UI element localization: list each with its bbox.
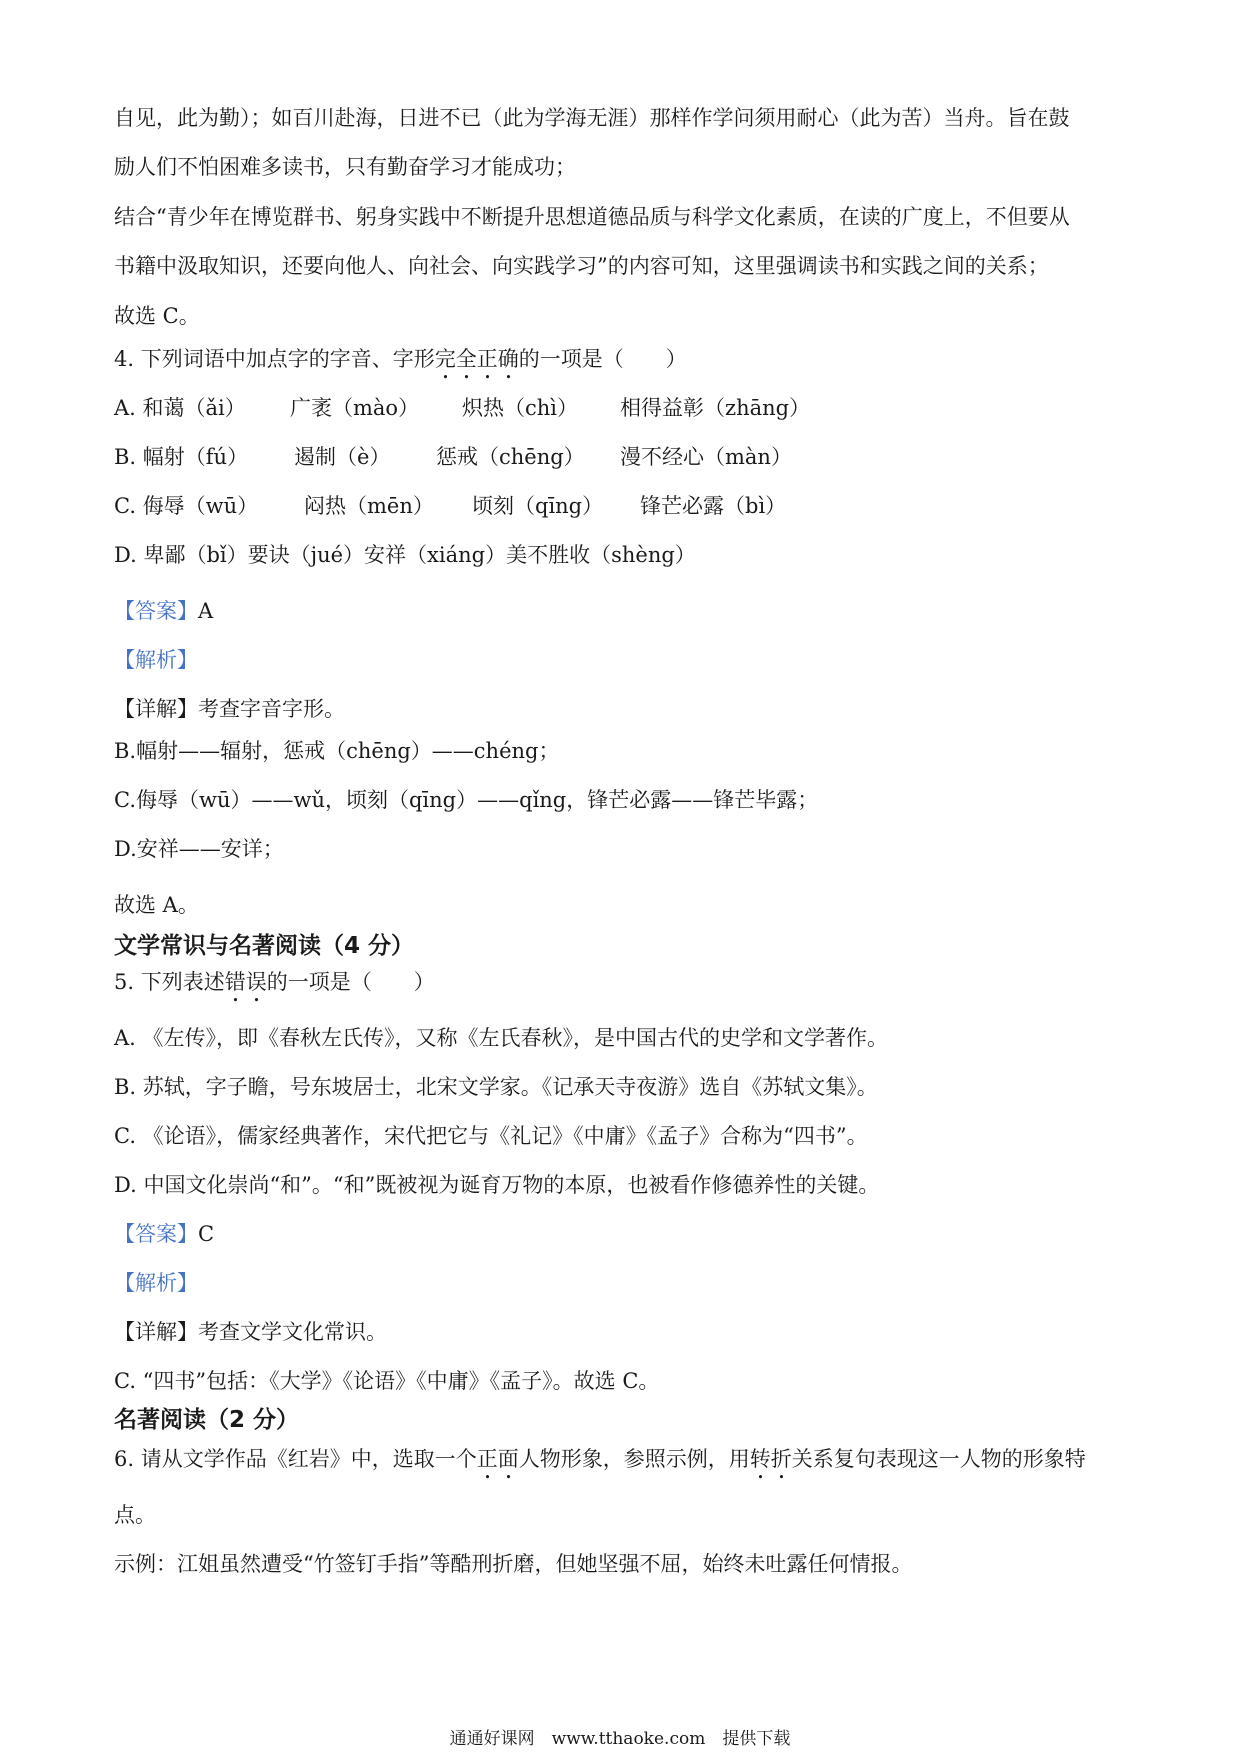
detail-text: 考查字音字形。 bbox=[198, 697, 345, 721]
q5-analysis-tag: 【解析】 bbox=[114, 1271, 198, 1295]
answer-value: A bbox=[198, 599, 214, 623]
answer-tag: 【答案】 bbox=[114, 599, 198, 623]
q4-stem-end: 的一项是（ ） bbox=[518, 347, 687, 371]
q6-example: 示例：江姐虽然遭受“竹签钉手指”等酷刑折磨，但她坚强不屈，始终未吐露任何情报。 bbox=[114, 1552, 913, 1576]
q4-option-b bbox=[114, 443, 792, 471]
q5-option-c: C. 《论语》，儒家经典著作，宋代把它与《礼记》《中庸》《孟子》合称为“四书”。 bbox=[114, 1124, 868, 1148]
q6-stem-middle: 人物形象，参照示例，用 bbox=[518, 1447, 750, 1471]
q5-stem-emphasis: 错误 bbox=[224, 970, 267, 994]
q5-stem-end: 的一项是（ ） bbox=[266, 970, 435, 994]
q4-option-b-4: 漫不经心（màn） bbox=[620, 445, 792, 469]
q6-stem-continuation: 点。 bbox=[114, 1503, 156, 1527]
q4-option-a-4: 相得益彰（zhāng） bbox=[620, 396, 811, 420]
q4-stem-emphasis: 完全正确 bbox=[434, 347, 519, 371]
detail-tag: 【详解】 bbox=[114, 697, 198, 721]
q4-answer bbox=[114, 597, 213, 625]
q4-explanation-b: B.幅射——辐射，惩戒（chēng）——chéng； bbox=[114, 739, 560, 763]
answer-value: C bbox=[198, 1222, 215, 1246]
q5-option-a: A. 《左传》，即《春秋左氏传》，又称《左氏春秋》，是中国古代的史学和文学著作。 bbox=[114, 1026, 889, 1050]
paragraph-line-5: 故选 C。 bbox=[114, 304, 200, 328]
q4-conclusion: 故选 A。 bbox=[114, 893, 199, 917]
q4-explanation-c: C.侮辱（wū）——wǔ，顷刻（qīng）——qǐng，锋芒必露——锋芒毕露； bbox=[114, 788, 819, 812]
section-heading-literature: 文学常识与名著阅读（4 分） bbox=[114, 933, 415, 959]
paragraph-line-3: 结合“青少年在博览群书、躬身实践中不断提升思想道德品质与科学文化素质，在读的广度上，不但要从 bbox=[114, 205, 1070, 229]
q4-stem bbox=[114, 345, 687, 384]
page-footer: 通通好课网 www.tthaoke.com 提供下载 bbox=[449, 1729, 791, 1749]
detail-text: 考查文学文化常识。 bbox=[198, 1320, 387, 1344]
q4-option-b-1: B. 幅射（fú） bbox=[114, 445, 249, 469]
q4-option-c bbox=[114, 492, 786, 520]
q4-detail bbox=[114, 695, 345, 723]
q5-detail bbox=[114, 1318, 387, 1346]
q4-option-d: D. 卑鄙（bǐ）要诀（jué）安祥（xiáng）美不胜收（shèng） bbox=[114, 543, 696, 567]
q4-analysis-tag: 【解析】 bbox=[114, 648, 198, 672]
q4-option-b-2: 遏制（è） bbox=[294, 445, 391, 469]
q4-option-c-3: 顷刻（qīng） bbox=[472, 494, 604, 518]
detail-tag: 【详解】 bbox=[114, 1320, 198, 1344]
q4-option-c-2: 闷热（mēn） bbox=[304, 494, 434, 518]
q5-option-b: B. 苏轼，字子瞻，号东坡居士，北宋文学家。《记承天寺夜游》选自《苏轼文集》。 bbox=[114, 1075, 878, 1099]
paragraph-line-2: 励人们不怕困难多读书，只有勤奋学习才能成功； bbox=[114, 155, 576, 179]
q5-stem bbox=[114, 968, 435, 1007]
answer-tag: 【答案】 bbox=[114, 1222, 198, 1246]
section-heading-classics: 名著阅读（2 分） bbox=[114, 1407, 300, 1433]
q6-stem-start: 6. 请从文学作品《红岩》中，选取一个 bbox=[114, 1447, 477, 1471]
paragraph-line-4: 书籍中汲取知识，还要向他人、向社会、向实践学习”的内容可知，这里强调读书和实践之间的关系； bbox=[114, 254, 1049, 278]
q4-option-c-4: 锋芒必露（bì） bbox=[640, 494, 787, 518]
q6-stem-emphasis-2: 转折 bbox=[749, 1447, 792, 1471]
q4-option-c-1: C. 侮辱（wū） bbox=[114, 494, 259, 518]
q4-explanation-d: D.安祥——安详； bbox=[114, 837, 284, 861]
q6-stem bbox=[114, 1445, 1086, 1484]
q6-stem-end: 关系复句表现这一人物的形象特 bbox=[791, 1447, 1086, 1471]
paragraph-line-1: 自见，此为勤）；如百川赴海，日进不已（此为学海无涯）那样作学问须用耐心（此为苦）当舟。旨在鼓 bbox=[114, 106, 1070, 130]
q5-explanation-c: C. “四书”包括：《大学》《论语》《中庸》《孟子》。故选 C。 bbox=[114, 1369, 660, 1393]
q4-option-a-1: A. 和蔼（ǎi） bbox=[114, 396, 246, 420]
q5-option-d: D. 中国文化崇尚“和”。“和”既被视为诞育万物的本原，也被看作修德养性的关键。 bbox=[114, 1173, 880, 1197]
q4-option-b-3: 惩戒（chēng） bbox=[436, 445, 585, 469]
q6-stem-emphasis-1: 正面 bbox=[476, 1447, 519, 1471]
q4-option-a bbox=[114, 394, 810, 422]
q5-answer bbox=[114, 1220, 214, 1248]
q4-option-a-2: 广袤（mào） bbox=[290, 396, 420, 420]
q4-option-a-3: 炽热（chì） bbox=[462, 396, 579, 420]
q5-stem-start: 5. 下列表述 bbox=[114, 970, 225, 994]
q4-stem-start: 4. 下列词语中加点字的字音、字形 bbox=[114, 347, 435, 371]
